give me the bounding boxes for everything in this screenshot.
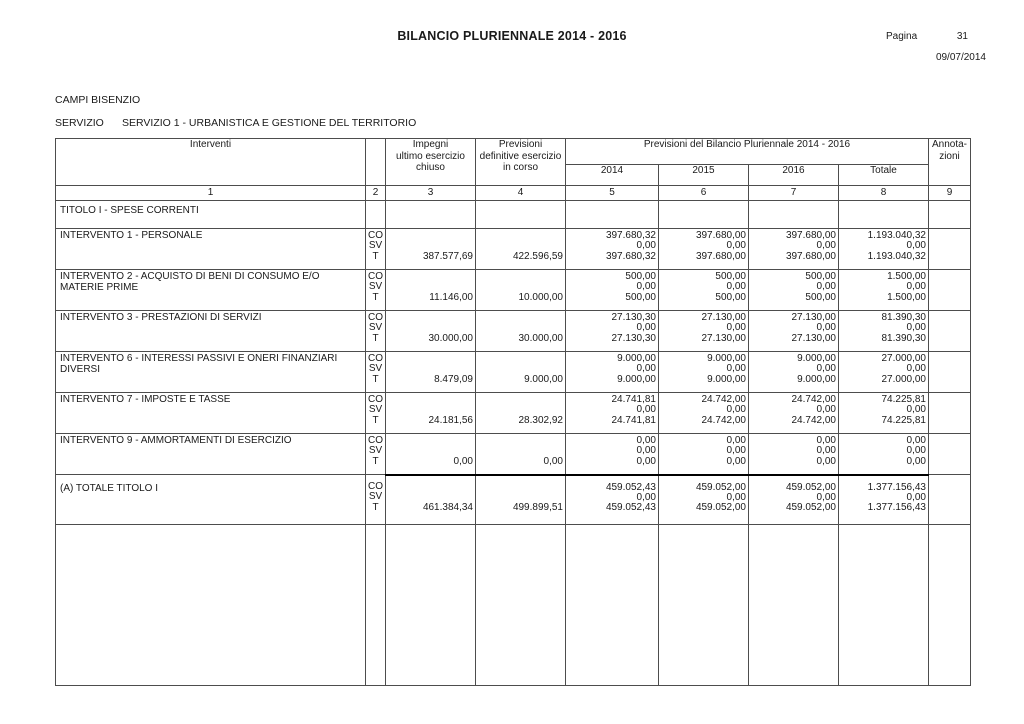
value-line: 0,00	[726, 281, 746, 293]
value-line: 8.479,09	[434, 373, 473, 385]
value-cell	[839, 475, 929, 525]
value-line: 0,00	[906, 281, 926, 293]
table-header	[56, 139, 971, 201]
filler-cell	[566, 525, 659, 686]
value-line: 24.741,81	[611, 414, 656, 426]
code-cell	[366, 201, 386, 229]
header-row-numbers	[56, 186, 971, 201]
value-line: 9.000,00	[617, 373, 656, 385]
row-label: (A) TOTALE TITOLO I	[60, 483, 158, 494]
value-line: 28.302,92	[518, 414, 563, 426]
code-cell	[366, 352, 386, 393]
value-cell	[566, 229, 659, 270]
value-line	[386, 272, 475, 282]
col-number-8: 8	[839, 186, 929, 201]
value-cell	[476, 475, 566, 525]
code-cell	[366, 393, 386, 434]
col-number-5: 5	[566, 186, 659, 201]
code-cell	[366, 270, 386, 311]
col-header-previsioni-definitive: Previsioni definitive esercizio in corso	[476, 139, 566, 186]
service-value: SERVIZIO 1 - URBANISTICA E GESTIONE DEL TERRITORIO	[122, 117, 417, 129]
value-cell	[476, 434, 566, 475]
value-cell	[659, 229, 749, 270]
intervento-row	[56, 270, 971, 311]
value-line: 0,00	[816, 404, 836, 416]
row-label: INTERVENTO 1 - PERSONALE	[60, 230, 203, 241]
code-label: CO	[368, 435, 383, 446]
value-cell	[659, 475, 749, 525]
value-cell	[566, 311, 659, 352]
col-number-1: 1	[56, 186, 366, 201]
code-label: T	[372, 455, 379, 467]
value-line	[386, 395, 475, 405]
code-label: SV	[368, 404, 383, 416]
code-label: CO	[368, 230, 383, 241]
value-line	[386, 354, 475, 364]
value-cell	[476, 270, 566, 311]
value-line	[386, 231, 475, 241]
code-label: T	[372, 501, 379, 513]
value-line: 24.742,00	[791, 414, 836, 426]
value-cell	[839, 393, 929, 434]
annotazioni-cell	[929, 201, 971, 229]
value-cell	[659, 270, 749, 311]
code-label: T	[372, 373, 379, 385]
code-label: SV	[368, 240, 383, 252]
value-line: 0,00	[726, 445, 746, 457]
value-cell	[386, 270, 476, 311]
code-label: T	[372, 291, 379, 303]
value-cell	[386, 201, 476, 229]
value-cell	[386, 475, 476, 525]
value-line: 0,00	[906, 455, 926, 467]
code-cell	[366, 434, 386, 475]
value-line: 459.052,43	[605, 481, 656, 493]
value-line: 1.193.040,32	[867, 230, 926, 241]
value-line: 0,00	[726, 363, 746, 375]
row-label: INTERVENTO 3 - PRESTAZIONI DI SERVIZI	[60, 312, 262, 323]
value-line: 0,00	[906, 435, 926, 446]
value-line: 499.899,51	[512, 502, 563, 514]
value-line: 9.000,00	[617, 353, 656, 364]
value-line: 27.130,00	[701, 332, 746, 344]
value-line: 30.000,00	[428, 332, 473, 344]
filler-cell	[749, 525, 839, 686]
value-line: 24.742,00	[701, 394, 746, 405]
value-line: 27.000,00	[881, 373, 926, 385]
col-header-totale: Totale	[839, 165, 929, 186]
filler-cell	[56, 525, 366, 686]
code-label: CO	[368, 271, 383, 282]
value-line: 0,00	[636, 322, 656, 334]
service-label: SERVIZIO	[55, 117, 104, 129]
value-line: 0,00	[636, 435, 656, 446]
col-number-9: 9	[929, 186, 971, 201]
code-label: SV	[368, 322, 383, 334]
value-line: 10.000,00	[518, 291, 563, 303]
value-line: 81.390,30	[881, 312, 926, 323]
value-cell	[839, 201, 929, 229]
value-line: 27.130,00	[791, 332, 836, 344]
value-cell	[749, 229, 839, 270]
value-cell	[476, 311, 566, 352]
col-number-7: 7	[749, 186, 839, 201]
value-line: 0,00	[636, 455, 656, 467]
row-label-cell	[56, 393, 366, 434]
value-line: 0,00	[816, 322, 836, 334]
col-number-2: 2	[366, 186, 386, 201]
value-line: 0,00	[453, 455, 473, 467]
value-line: 0,00	[816, 455, 836, 467]
filler-cell	[386, 525, 476, 686]
value-line: 500,00	[715, 291, 746, 303]
value-line: 74.225,81	[881, 394, 926, 405]
value-line	[476, 395, 565, 405]
total-row	[56, 475, 971, 525]
value-line	[386, 483, 475, 493]
value-line: 9.000,00	[797, 353, 836, 364]
code-label: T	[372, 332, 379, 344]
value-cell	[749, 475, 839, 525]
value-line: 0,00	[726, 322, 746, 334]
value-line: 24.742,00	[701, 414, 746, 426]
annotazioni-cell	[929, 434, 971, 475]
intervento-row	[56, 434, 971, 475]
value-line: 0,00	[906, 363, 926, 375]
value-line: 0,00	[636, 491, 656, 503]
code-cell	[366, 311, 386, 352]
value-line: 459.052,00	[695, 502, 746, 514]
intervento-row	[56, 311, 971, 352]
value-line: 397.680,00	[785, 250, 836, 262]
value-line: 24.181,56	[428, 414, 473, 426]
value-line: 0,00	[906, 491, 926, 503]
col-header-2014: 2014	[566, 165, 659, 186]
value-line: 459.052,00	[785, 502, 836, 514]
value-cell	[749, 393, 839, 434]
value-line: 387.577,69	[422, 250, 473, 262]
value-line: 0,00	[636, 363, 656, 375]
value-cell	[476, 393, 566, 434]
col-number-3: 3	[386, 186, 476, 201]
value-line: 500,00	[625, 271, 656, 282]
value-line: 27.130,00	[701, 312, 746, 323]
value-cell	[839, 311, 929, 352]
value-line: 24.742,00	[791, 394, 836, 405]
value-line: 0,00	[906, 240, 926, 252]
value-line: 500,00	[625, 291, 656, 303]
value-line: 0,00	[906, 322, 926, 334]
filler-cell	[659, 525, 749, 686]
code-label: T	[372, 414, 379, 426]
value-line: 0,00	[636, 281, 656, 293]
row-label-cell	[56, 201, 366, 229]
value-line: 1.377.156,43	[867, 481, 926, 493]
value-line: 11.146,00	[429, 291, 473, 303]
value-line	[386, 436, 475, 446]
value-line: 459.052,00	[785, 481, 836, 493]
code-label: CO	[368, 353, 383, 364]
value-cell	[566, 270, 659, 311]
value-cell	[659, 352, 749, 393]
code-label: CO	[368, 394, 383, 405]
col-header-impegni: Impegni ultimo esercizio chiuso	[386, 139, 476, 186]
col-header-code	[366, 139, 386, 186]
value-cell	[839, 434, 929, 475]
section-row	[56, 201, 971, 229]
value-line: 0,00	[636, 445, 656, 457]
value-line: 9.000,00	[707, 373, 746, 385]
value-line: 500,00	[805, 271, 836, 282]
value-line: 397.680,00	[695, 250, 746, 262]
value-line: 422.596,59	[512, 250, 563, 262]
col-header-interventi: Interventi	[56, 139, 366, 186]
value-cell	[659, 201, 749, 229]
value-line: 0,00	[816, 445, 836, 457]
value-cell	[386, 311, 476, 352]
col-number-6: 6	[659, 186, 749, 201]
annotazioni-cell	[929, 270, 971, 311]
code-label: CO	[368, 312, 383, 323]
value-line: 397.680,00	[695, 230, 746, 241]
value-line: 0,00	[726, 491, 746, 503]
value-line: 459.052,00	[695, 481, 746, 493]
value-line: 0,00	[816, 491, 836, 503]
value-cell	[839, 229, 929, 270]
row-label: INTERVENTO 2 - ACQUISTO DI BENI DI CONSUMO E/O MATERIE PRIME	[60, 271, 320, 293]
value-line: 0,00	[726, 404, 746, 416]
value-line: 0,00	[816, 240, 836, 252]
filler-cell	[476, 525, 566, 686]
value-line: 27.000,00	[881, 353, 926, 364]
value-line: 1.500,00	[887, 291, 926, 303]
row-label: INTERVENTO 7 - IMPOSTE E TASSE	[60, 394, 231, 405]
filler-cell	[929, 525, 971, 686]
value-line	[476, 436, 565, 446]
value-line: 9.000,00	[707, 353, 746, 364]
annotazioni-cell	[929, 393, 971, 434]
filler-cell	[839, 525, 929, 686]
value-line: 9.000,00	[797, 373, 836, 385]
value-line: 27.130,30	[611, 312, 656, 323]
value-line: 0,00	[906, 404, 926, 416]
row-label: TITOLO I - SPESE CORRENTI	[60, 205, 199, 216]
value-cell	[749, 352, 839, 393]
col-header-2016: 2016	[749, 165, 839, 186]
value-line: 459.052,43	[605, 502, 656, 514]
value-line: 0,00	[816, 435, 836, 446]
row-label-cell	[56, 270, 366, 311]
code-cell	[366, 229, 386, 270]
value-line: 397.680,00	[785, 230, 836, 241]
pagina-label: Pagina	[886, 31, 918, 42]
value-cell	[566, 434, 659, 475]
value-line	[476, 354, 565, 364]
value-line: 30.000,00	[518, 332, 563, 344]
value-cell	[386, 393, 476, 434]
value-line: 74.225,81	[881, 414, 926, 426]
intervento-row	[56, 393, 971, 434]
value-line: 27.130,30	[611, 332, 656, 344]
value-cell	[566, 393, 659, 434]
value-cell	[386, 434, 476, 475]
value-line: 27.130,00	[791, 312, 836, 323]
value-cell	[659, 393, 749, 434]
row-label: INTERVENTO 6 - INTERESSI PASSIVI E ONERI FINANZIARI DIVERSI	[60, 353, 338, 375]
code-label: SV	[368, 445, 383, 457]
value-line: 0,00	[636, 240, 656, 252]
value-line: 24.741,81	[611, 394, 656, 405]
value-cell	[749, 434, 839, 475]
col-header-annotazioni: Annota- zioni	[929, 139, 971, 186]
value-line: 461.384,34	[422, 502, 473, 514]
code-label: T	[372, 250, 379, 262]
value-cell	[839, 270, 929, 311]
value-cell	[749, 270, 839, 311]
value-line: 0,00	[726, 240, 746, 252]
value-cell	[566, 475, 659, 525]
value-cell	[659, 434, 749, 475]
value-line	[476, 483, 565, 493]
value-line	[386, 313, 475, 323]
annotazioni-cell	[929, 229, 971, 270]
value-cell	[566, 352, 659, 393]
value-line: 0,00	[816, 281, 836, 293]
value-line: 397.680,32	[605, 250, 656, 262]
page-number: 31	[956, 31, 968, 42]
header-row-labels	[56, 139, 971, 165]
value-line: 1.193.040,32	[867, 250, 926, 262]
row-label-cell	[56, 229, 366, 270]
intervento-row	[56, 229, 971, 270]
page-title: BILANCIO PLURIENNALE 2014 - 2016	[397, 29, 627, 43]
value-cell	[749, 311, 839, 352]
annotazioni-cell	[929, 352, 971, 393]
entity-name: CAMPI BISENZIO	[55, 94, 141, 106]
value-line: 1.500,00	[887, 271, 926, 282]
col-header-2015: 2015	[659, 165, 749, 186]
value-line: 500,00	[715, 271, 746, 282]
value-line	[476, 231, 565, 241]
value-line: 81.390,30	[881, 332, 926, 344]
row-label-cell	[56, 475, 366, 525]
value-line	[476, 313, 565, 323]
value-line: 0,00	[906, 445, 926, 457]
row-label-cell	[56, 434, 366, 475]
row-label-cell	[56, 352, 366, 393]
table-body	[56, 201, 971, 686]
code-label: SV	[368, 491, 383, 503]
value-cell	[476, 201, 566, 229]
value-line: 0,00	[726, 455, 746, 467]
filler-cell	[366, 525, 386, 686]
value-cell	[386, 229, 476, 270]
row-label-cell	[56, 311, 366, 352]
row-label: INTERVENTO 9 - AMMORTAMENTI DI ESERCIZIO	[60, 435, 292, 446]
code-label: CO	[368, 481, 383, 492]
document-date: 09/07/2014	[935, 52, 986, 63]
value-cell	[659, 311, 749, 352]
code-label: SV	[368, 281, 383, 293]
intervento-row	[56, 352, 971, 393]
col-number-4: 4	[476, 186, 566, 201]
value-line: 9.000,00	[524, 373, 563, 385]
value-line: 0,00	[816, 363, 836, 375]
value-line: 1.377.156,43	[867, 502, 926, 514]
value-line: 397.680,32	[605, 230, 656, 241]
budget-table	[55, 138, 971, 686]
value-cell	[749, 201, 839, 229]
annotazioni-cell	[929, 311, 971, 352]
value-line: 0,00	[726, 435, 746, 446]
value-cell	[566, 201, 659, 229]
value-line: 0,00	[636, 404, 656, 416]
value-line: 0,00	[543, 455, 563, 467]
code-cell	[366, 475, 386, 525]
value-cell	[476, 352, 566, 393]
value-line	[476, 272, 565, 282]
code-label: SV	[368, 363, 383, 375]
value-cell	[476, 229, 566, 270]
value-cell	[839, 352, 929, 393]
value-cell	[386, 352, 476, 393]
annotazioni-cell	[929, 475, 971, 525]
value-line: 500,00	[805, 291, 836, 303]
filler-row	[56, 525, 971, 686]
col-header-group-previsioni-pluriennale: Previsioni del Bilancio Pluriennale 2014 - 2016	[566, 139, 929, 165]
